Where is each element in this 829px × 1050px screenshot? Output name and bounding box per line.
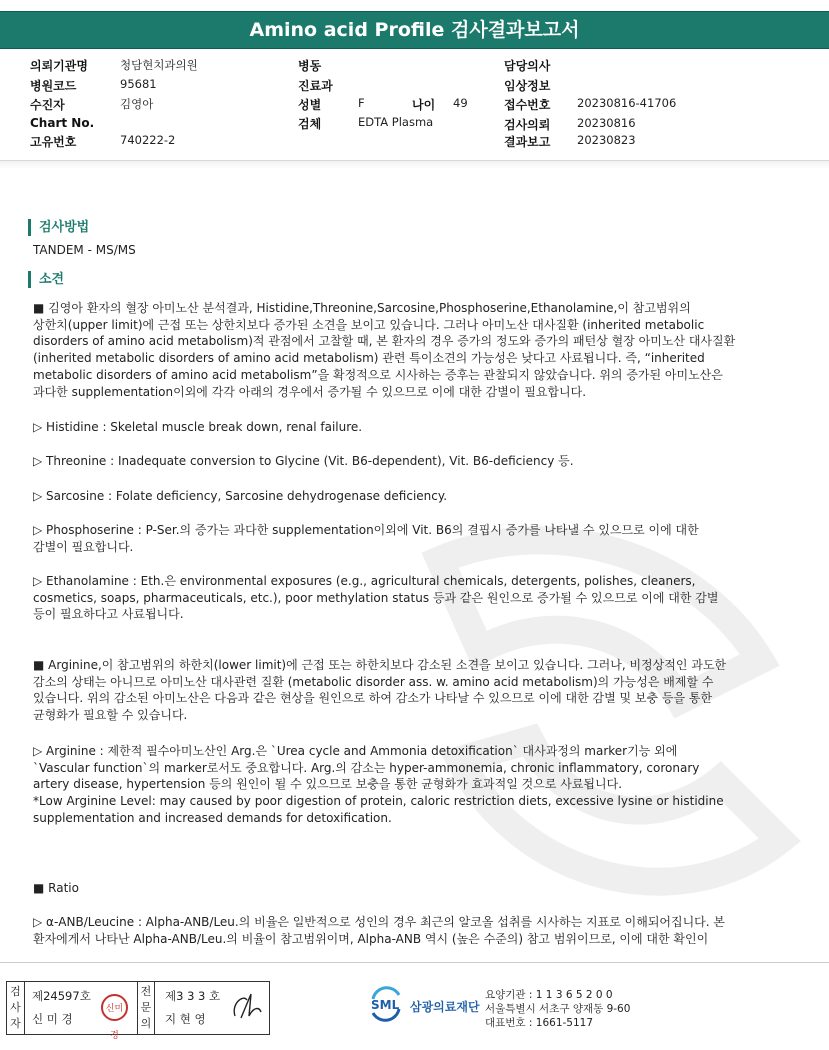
- id-value: 740222-2: [120, 133, 176, 147]
- report-value: 20230823: [577, 133, 636, 147]
- lab-name: 삼광의료재단: [410, 1000, 480, 1014]
- signature-box: [6, 981, 270, 1041]
- patient-value: 김영아: [120, 97, 154, 111]
- specimen-value: EDTA Plasma: [358, 115, 434, 129]
- hospital-value: 청담현치과의원: [120, 58, 198, 72]
- code-value: 95681: [120, 77, 157, 91]
- method-value: TANDEM - MS/MS: [33, 243, 136, 257]
- dept-label: 진료과: [298, 79, 333, 93]
- code-label: 병원코드: [30, 79, 77, 93]
- doctor-label: 담당의사: [504, 59, 551, 73]
- finding-threonine: ▷ Threonine : Inadequate conversion to Glycine (Vit. B6-dependent), Vit. B6-deficiency 등.: [33, 454, 574, 468]
- patient-label: 수진자: [30, 98, 65, 112]
- doctor-signature: [229, 990, 265, 1024]
- sex-label: 성별: [298, 98, 322, 112]
- ratio-heading: ■ Ratio: [33, 881, 79, 895]
- specimen-label: 검체: [298, 117, 322, 131]
- sex-value: F: [358, 96, 365, 110]
- finding-paragraph-decreased: ■ Arginine,이 참고범위의 하한치(lower limit)에 근접 또는 하한치보다 감소된 소견을 보이고 있습니다. 그러나, 비정상적인 과도한 감소의 상태는 아니므로 아미노산 대사관련 질환 (metabolic disorder ass. w. amino acid metabolism)의 가능성은 배제할 수 있습니다. 위의 감소된 아미노산은 다음과 같은 현상을 원인으로 하여 감소가 나타날 수 있으므로 이에 대한 감별 및 보충 등을 통한 균형화가 필요할 수 있습니다.: [33, 658, 727, 723]
- doctor-name: 지 현 영: [165, 1012, 206, 1026]
- header-divider: [0, 160, 829, 169]
- tester-column-label: 검사자: [7, 982, 25, 1034]
- lab-code: 요양기관 : 1 1 3 6 5 2 0 0: [485, 989, 613, 1001]
- id-label: 고유번호: [30, 135, 77, 149]
- sml-logo-text: SML: [371, 998, 400, 1012]
- doctor-column-label: 전문의: [137, 982, 155, 1034]
- hospital-label: 의뢰기관명: [30, 59, 88, 73]
- age-value: 49: [453, 96, 468, 110]
- age-label: 나이: [412, 98, 436, 112]
- finding-phosphoserine: ▷ Phosphoserine : P-Ser.의 증가는 과다한 supplementation이외에 Vit. B6의 결핍시 증가를 나타낼 수 있으므로 이에 대한 감별이 필요합니다.: [33, 523, 699, 554]
- receipt-label: 접수번호: [504, 98, 551, 112]
- request-label: 검사의뢰: [504, 118, 551, 132]
- report-title: Amino acid Profile 검사결과보고서: [0, 11, 829, 49]
- doctor-license-no: 제3 3 3 호: [165, 989, 221, 1003]
- finding-ratio-anb-leucine: ▷ α-ANB/Leucine : Alpha-ANB/Leu.의 비율은 일반적으로 성인의 경우 최근의 알코올 섭취를 시사하는 지표로 이해되어집니다. 본 환자에게서 나타난 Alpha-ANB/Leu.의 비율이 참고범위이며, Alpha-ANB 역시 (높은 수준의) 참고 범위이므로, 이에 대한 확인이: [33, 915, 725, 946]
- ward-label: 병동: [298, 59, 322, 73]
- chart-label: Chart No.: [30, 116, 95, 130]
- lab-phone: 대표번호 : 1661-5117: [485, 1017, 594, 1029]
- patient-info-block: [0, 54, 829, 150]
- report-footer: [0, 962, 829, 1043]
- tester-name: 신 미 경: [32, 1012, 73, 1026]
- finding-arginine: ▷ Arginine : 제한적 필수아미노산인 Arg.은 `Urea cycle and Ammonia detoxification` 대사과정의 marker기능 외에 `Vascular function`의 marker로서도 중요합니다. Arg.의 감소는 hyper-ammonemia, chronic inflammatory, coronary artery disease, hypertension 등의 원인이 될 수 있으므로 보충을 통한 균형화가 효과적일 것으로 사료됩니다. *Low Arginine Level: may caused by poor digestion of protein, caloric restriction diets, excessive lysine or histidine supplementation and increased demands for detoxification.: [33, 744, 724, 825]
- request-value: 20230816: [577, 116, 636, 130]
- report-label: 결과보고: [504, 135, 551, 149]
- receipt-value: 20230816-41706: [577, 96, 677, 110]
- findings-heading: 소견: [28, 271, 64, 288]
- lab-address: 서울특별시 서초구 양재동 9-60: [485, 1003, 631, 1015]
- method-heading: 검사방법: [28, 219, 89, 236]
- tester-license-no: 제24597호: [32, 989, 91, 1003]
- finding-sarcosine: ▷ Sarcosine : Folate deficiency, Sarcosine dehydrogenase deficiency.: [33, 489, 448, 503]
- finding-histidine: ▷ Histidine : Skeletal muscle break down, renal failure.: [33, 420, 363, 434]
- sml-logo-icon: [367, 985, 405, 1023]
- finding-ethanolamine: ▷ Ethanolamine : Eth.은 environmental exposures (e.g., agricultural chemicals, detergents, polishes, cleaners, cosmetics, soaps, pharmaceuticals, etc.), poor methylation status 등과 같은 원인으로 증가될 수 있으므로 이에 대한 감별 등이 필요하다고 사료됩니다.: [33, 574, 719, 622]
- finding-paragraph-increased: ■ 김영아 환자의 혈장 아미노산 분석결과, Histidine,Threonine,Sarcosine,Phosphoserine,Ethanolamine,이 참고범위의 상한치(upper limit)에 근접 또는 상한치보다 증가된 소견을 보이고 있습니다. 그러나 아미노산 대사질환 (inherited metabolic disorders of amino acid metabolism)적 관점에서 고찰할 때, 본 환자의 경우 증가의 정도와 증가의 패턴상 혈장 아미노산 대사질환 (inherited metabolic disorders of amino acid metabolism) 관련 특이소견의 가능성은 낮다고 사료됩니다. 즉, “inherited metabolic disorders of amino acid metabolism”을 확정적으로 시사하는 증후는 관찰되지 않았습니다. 위의 증가된 아미노산은 과다한 supplementation이외에 각각 아래의 경우에서 증가될 수 있으므로 이에 대한 감별이 필요합니다.: [33, 301, 736, 399]
- clinical-label: 임상정보: [504, 79, 551, 93]
- tester-seal: 신미경: [101, 994, 128, 1021]
